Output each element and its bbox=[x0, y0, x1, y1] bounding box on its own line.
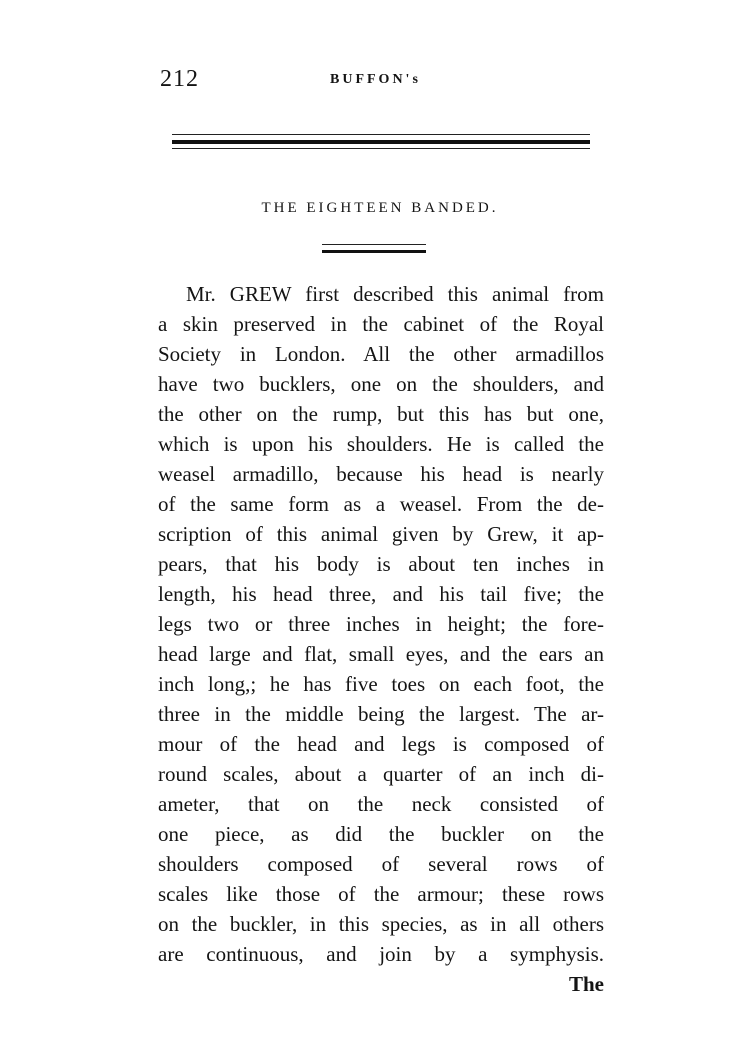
text-line: the other on the rump, but this has but one, bbox=[158, 402, 604, 426]
text-line: ameter, that on the neck consisted of bbox=[158, 792, 604, 816]
text-line: are continuous, and join by a symphysis. bbox=[158, 942, 604, 966]
catchword: The bbox=[568, 972, 604, 996]
text-line: scription of this animal given by Grew, it ap- bbox=[158, 522, 604, 546]
header-rule-thick bbox=[172, 140, 590, 144]
text-line: Society in London. All the other armadillos bbox=[158, 342, 604, 366]
page-number: 212 bbox=[160, 66, 199, 92]
body-text bbox=[158, 279, 604, 969]
text-line: three in the middle being the largest. The ar- bbox=[158, 702, 604, 726]
text-line: have two bucklers, one on the shoulders, and bbox=[158, 372, 604, 396]
text-line: weasel armadillo, because his head is nearly bbox=[158, 462, 604, 486]
text-line: one piece, as did the buckler on the bbox=[158, 822, 604, 846]
text-line: scales like those of the armour; these rows bbox=[158, 882, 604, 906]
text-line: shoulders composed of several rows of bbox=[158, 852, 604, 876]
text-line: head large and flat, small eyes, and the ears an bbox=[158, 642, 604, 666]
section-divider-thick bbox=[322, 250, 426, 253]
header-rule-thin-lower bbox=[172, 148, 590, 149]
text-line: a skin preserved in the cabinet of the Royal bbox=[158, 312, 604, 336]
text-line: legs two or three inches in height; the fore- bbox=[158, 612, 604, 636]
text-line: Mr. GREW first described this animal from bbox=[186, 282, 604, 306]
header-rule-thin bbox=[172, 134, 590, 135]
running-head bbox=[160, 66, 592, 100]
text-line: inch long,; he has five toes on each foot, the bbox=[158, 672, 604, 696]
text-line: round scales, about a quarter of an inch di- bbox=[158, 762, 604, 786]
text-line: pears, that his body is about ten inches in bbox=[158, 552, 604, 576]
section-title: THE EIGHTEEN BANDED. bbox=[261, 200, 499, 216]
text-line: which is upon his shoulders. He is called the bbox=[158, 432, 604, 456]
text-line: length, his head three, and his tail five; the bbox=[158, 582, 604, 606]
section-divider-thin bbox=[322, 244, 426, 245]
running-title: BUFFON's bbox=[330, 72, 421, 87]
text-line: mour of the head and legs is composed of bbox=[158, 732, 604, 756]
text-line: on the buckler, in this species, as in all others bbox=[158, 912, 604, 936]
text-line: of the same form as a weasel. From the de- bbox=[158, 492, 604, 516]
